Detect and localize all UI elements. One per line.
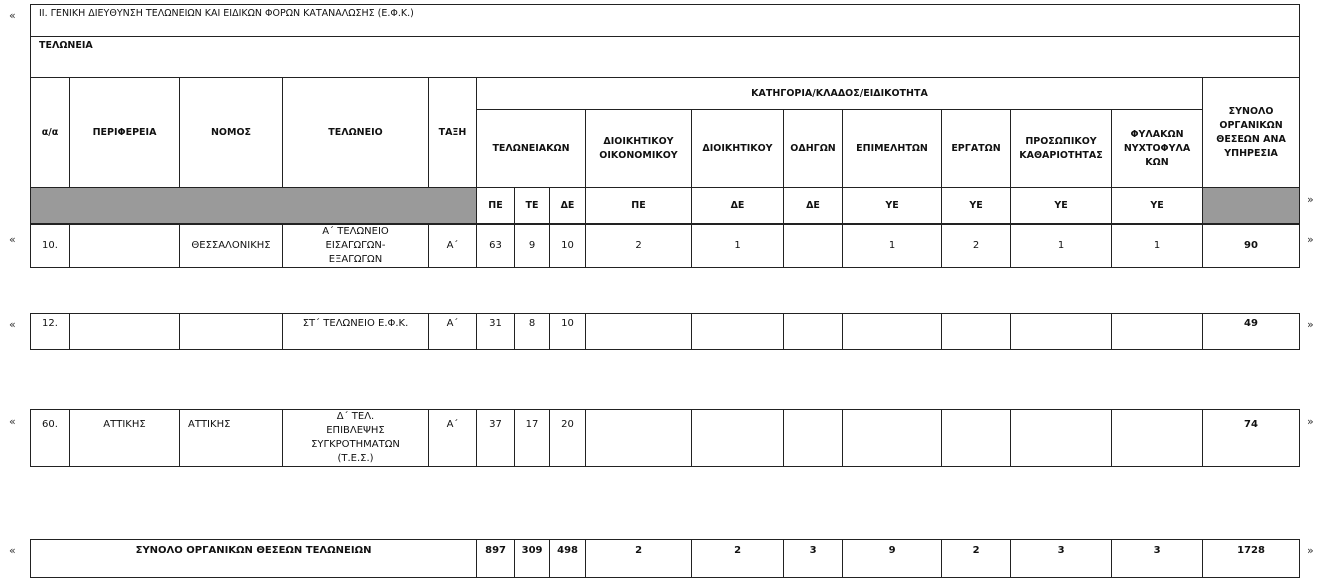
quote-open: « (9, 415, 16, 428)
quote-close: » (1307, 233, 1314, 246)
cell-pe: 37 (477, 410, 515, 467)
quote-open: « (9, 233, 16, 246)
total-drivers: 3 (784, 540, 843, 578)
cell-guards: 1 (1112, 225, 1203, 268)
grade-cell: ΠΕ (586, 188, 692, 224)
cell-guards (1112, 410, 1203, 467)
cell-te: 17 (515, 410, 550, 467)
cell-de: 10 (550, 225, 586, 268)
cell-caretakers (843, 410, 942, 467)
quote-close: » (1307, 544, 1314, 557)
cell-admin (692, 314, 784, 350)
section-title: ΙΙ. ΓΕΝΙΚΗ ΔΙΕΥΘΥΝΣΗ ΤΕΛΩΝΕΙΩΝ ΚΑΙ ΕΙΔΙΚΩΝ ΦΟΡΩΝ ΚΑΤΑΝΑΛΩΣΗΣ (Ε.Φ.Κ.) (31, 5, 1300, 37)
quote-close: » (1307, 415, 1314, 428)
cell-admin (692, 410, 784, 467)
cell-te: 8 (515, 314, 550, 350)
cell-cleaning (1011, 314, 1112, 350)
cell-drivers (784, 225, 843, 268)
sub-header-caretakers: ΕΠΙΜΕΛΗΤΩΝ (843, 110, 942, 188)
total-workers: 2 (942, 540, 1011, 578)
cell-class: Α΄ (429, 410, 477, 467)
total-pe: 897 (477, 540, 515, 578)
cell-guards (1112, 314, 1203, 350)
cell-class: Α΄ (429, 314, 477, 350)
total-caretakers: 9 (843, 540, 942, 578)
col-header-region: ΠΕΡΙΦΕΡΕΙΑ (70, 78, 180, 188)
cell-admin-econ: 2 (586, 225, 692, 268)
cell-customs: Α΄ ΤΕΛΩΝΕΙΟ ΕΙΣΑΓΩΓΩΝ-ΕΞΑΓΩΓΩΝ (283, 225, 429, 268)
sub-header-admin-econ: ΔΙΟΙΚΗΤΙΚΟΥ ΟΙΚΟΝΟΜΙΚΟΥ (586, 110, 692, 188)
cell-pe: 63 (477, 225, 515, 268)
cell-cleaning (1011, 410, 1112, 467)
cell-customs: Δ΄ ΤΕΛ. ΕΠΙΒΛΕΨΗΣ ΣΥΓΚΡΟΤΗΜΑΤΩΝ (Τ.Ε.Σ.) (283, 410, 429, 467)
total-grand: 1728 (1203, 540, 1300, 578)
subtitle: ΤΕΛΩΝΕΙΑ (31, 37, 1300, 78)
col-header-customs: ΤΕΛΩΝΕΙΟ (283, 78, 429, 188)
cell-total: 90 (1203, 225, 1300, 268)
cell-admin-econ (586, 314, 692, 350)
total-cleaning: 3 (1011, 540, 1112, 578)
cell-drivers (784, 314, 843, 350)
table-row (30, 224, 1300, 268)
col-header-aa: α/α (31, 78, 70, 188)
cell-de: 20 (550, 410, 586, 467)
quote-close: » (1307, 318, 1314, 331)
total-te: 309 (515, 540, 550, 578)
col-header-class: ΤΑΞΗ (429, 78, 477, 188)
cell-aa: 60. (31, 410, 70, 467)
totals-row (30, 539, 1300, 578)
cell-workers: 2 (942, 225, 1011, 268)
sub-header-customs-staff: ΤΕΛΩΝΕΙΑΚΩΝ (477, 110, 586, 188)
cell-caretakers (843, 314, 942, 350)
cell-aa: 12. (31, 314, 70, 350)
total-admin: 2 (692, 540, 784, 578)
cell-total: 74 (1203, 410, 1300, 467)
sub-header-guards: ΦΥΛΑΚΩΝ ΝΥΧΤΟΦΥΛΑ ΚΩΝ (1112, 110, 1203, 188)
cell-cleaning: 1 (1011, 225, 1112, 268)
cell-customs: ΣΤ΄ ΤΕΛΩΝΕΙΟ Ε.Φ.Κ. (283, 314, 429, 350)
cell-pe: 31 (477, 314, 515, 350)
col-header-total: ΣΥΝΟΛΟ ΟΡΓΑΝΙΚΩΝ ΘΕΣΕΩΝ ΑΝΑ ΥΠΗΡΕΣΙΑ (1203, 78, 1300, 188)
total-guards: 3 (1112, 540, 1203, 578)
header-table (30, 4, 1300, 224)
cell-region (70, 314, 180, 350)
totals-label: ΣΥΝΟΛΟ ΟΡΓΑΝΙΚΩΝ ΘΕΣΕΩΝ ΤΕΛΩΝΕΙΩΝ (31, 540, 477, 578)
col-header-prefecture: ΝΟΜΟΣ (180, 78, 283, 188)
cell-aa: 10. (31, 225, 70, 268)
cell-region (70, 225, 180, 268)
quote-open: « (9, 9, 16, 22)
quote-open: « (9, 544, 16, 557)
grade-cell: ΥΕ (843, 188, 942, 224)
gray-band (1203, 188, 1300, 224)
grade-cell: ΔΕ (784, 188, 843, 224)
cell-drivers (784, 410, 843, 467)
grade-cell: ΠΕ (477, 188, 515, 224)
cell-admin-econ (586, 410, 692, 467)
grade-cell: ΥΕ (942, 188, 1011, 224)
grade-cell: ΤΕ (515, 188, 550, 224)
table-row (30, 313, 1300, 350)
gray-band (31, 188, 477, 224)
cell-prefecture (180, 314, 283, 350)
cell-workers (942, 410, 1011, 467)
cell-te: 9 (515, 225, 550, 268)
sub-header-workers: ΕΡΓΑΤΩΝ (942, 110, 1011, 188)
cell-prefecture: ΑΤΤΙΚΗΣ (180, 410, 283, 467)
sub-header-cleaning: ΠΡΟΣΩΠΙΚΟΥ ΚΑΘΑΡΙΟΤΗΤΑΣ (1011, 110, 1112, 188)
grade-cell: ΥΕ (1112, 188, 1203, 224)
cell-caretakers: 1 (843, 225, 942, 268)
quote-close: » (1307, 193, 1314, 206)
sub-header-admin: ΔΙΟΙΚΗΤΙΚΟΥ (692, 110, 784, 188)
cell-workers (942, 314, 1011, 350)
col-header-category: ΚΑΤΗΓΟΡΙΑ/ΚΛΑΔΟΣ/ΕΙΔΙΚΟΤΗΤΑ (477, 78, 1203, 110)
cell-region: ΑΤΤΙΚΗΣ (70, 410, 180, 467)
quote-open: « (9, 318, 16, 331)
table-row (30, 409, 1300, 467)
cell-de: 10 (550, 314, 586, 350)
total-admin-econ: 2 (586, 540, 692, 578)
cell-admin: 1 (692, 225, 784, 268)
sub-header-drivers: ΟΔΗΓΩΝ (784, 110, 843, 188)
cell-prefecture: ΘΕΣΣΑΛΟΝΙΚΗΣ (180, 225, 283, 268)
cell-total: 49 (1203, 314, 1300, 350)
grade-cell: ΥΕ (1011, 188, 1112, 224)
total-de: 498 (550, 540, 586, 578)
cell-class: Α΄ (429, 225, 477, 268)
grade-cell: ΔΕ (550, 188, 586, 224)
grade-cell: ΔΕ (692, 188, 784, 224)
